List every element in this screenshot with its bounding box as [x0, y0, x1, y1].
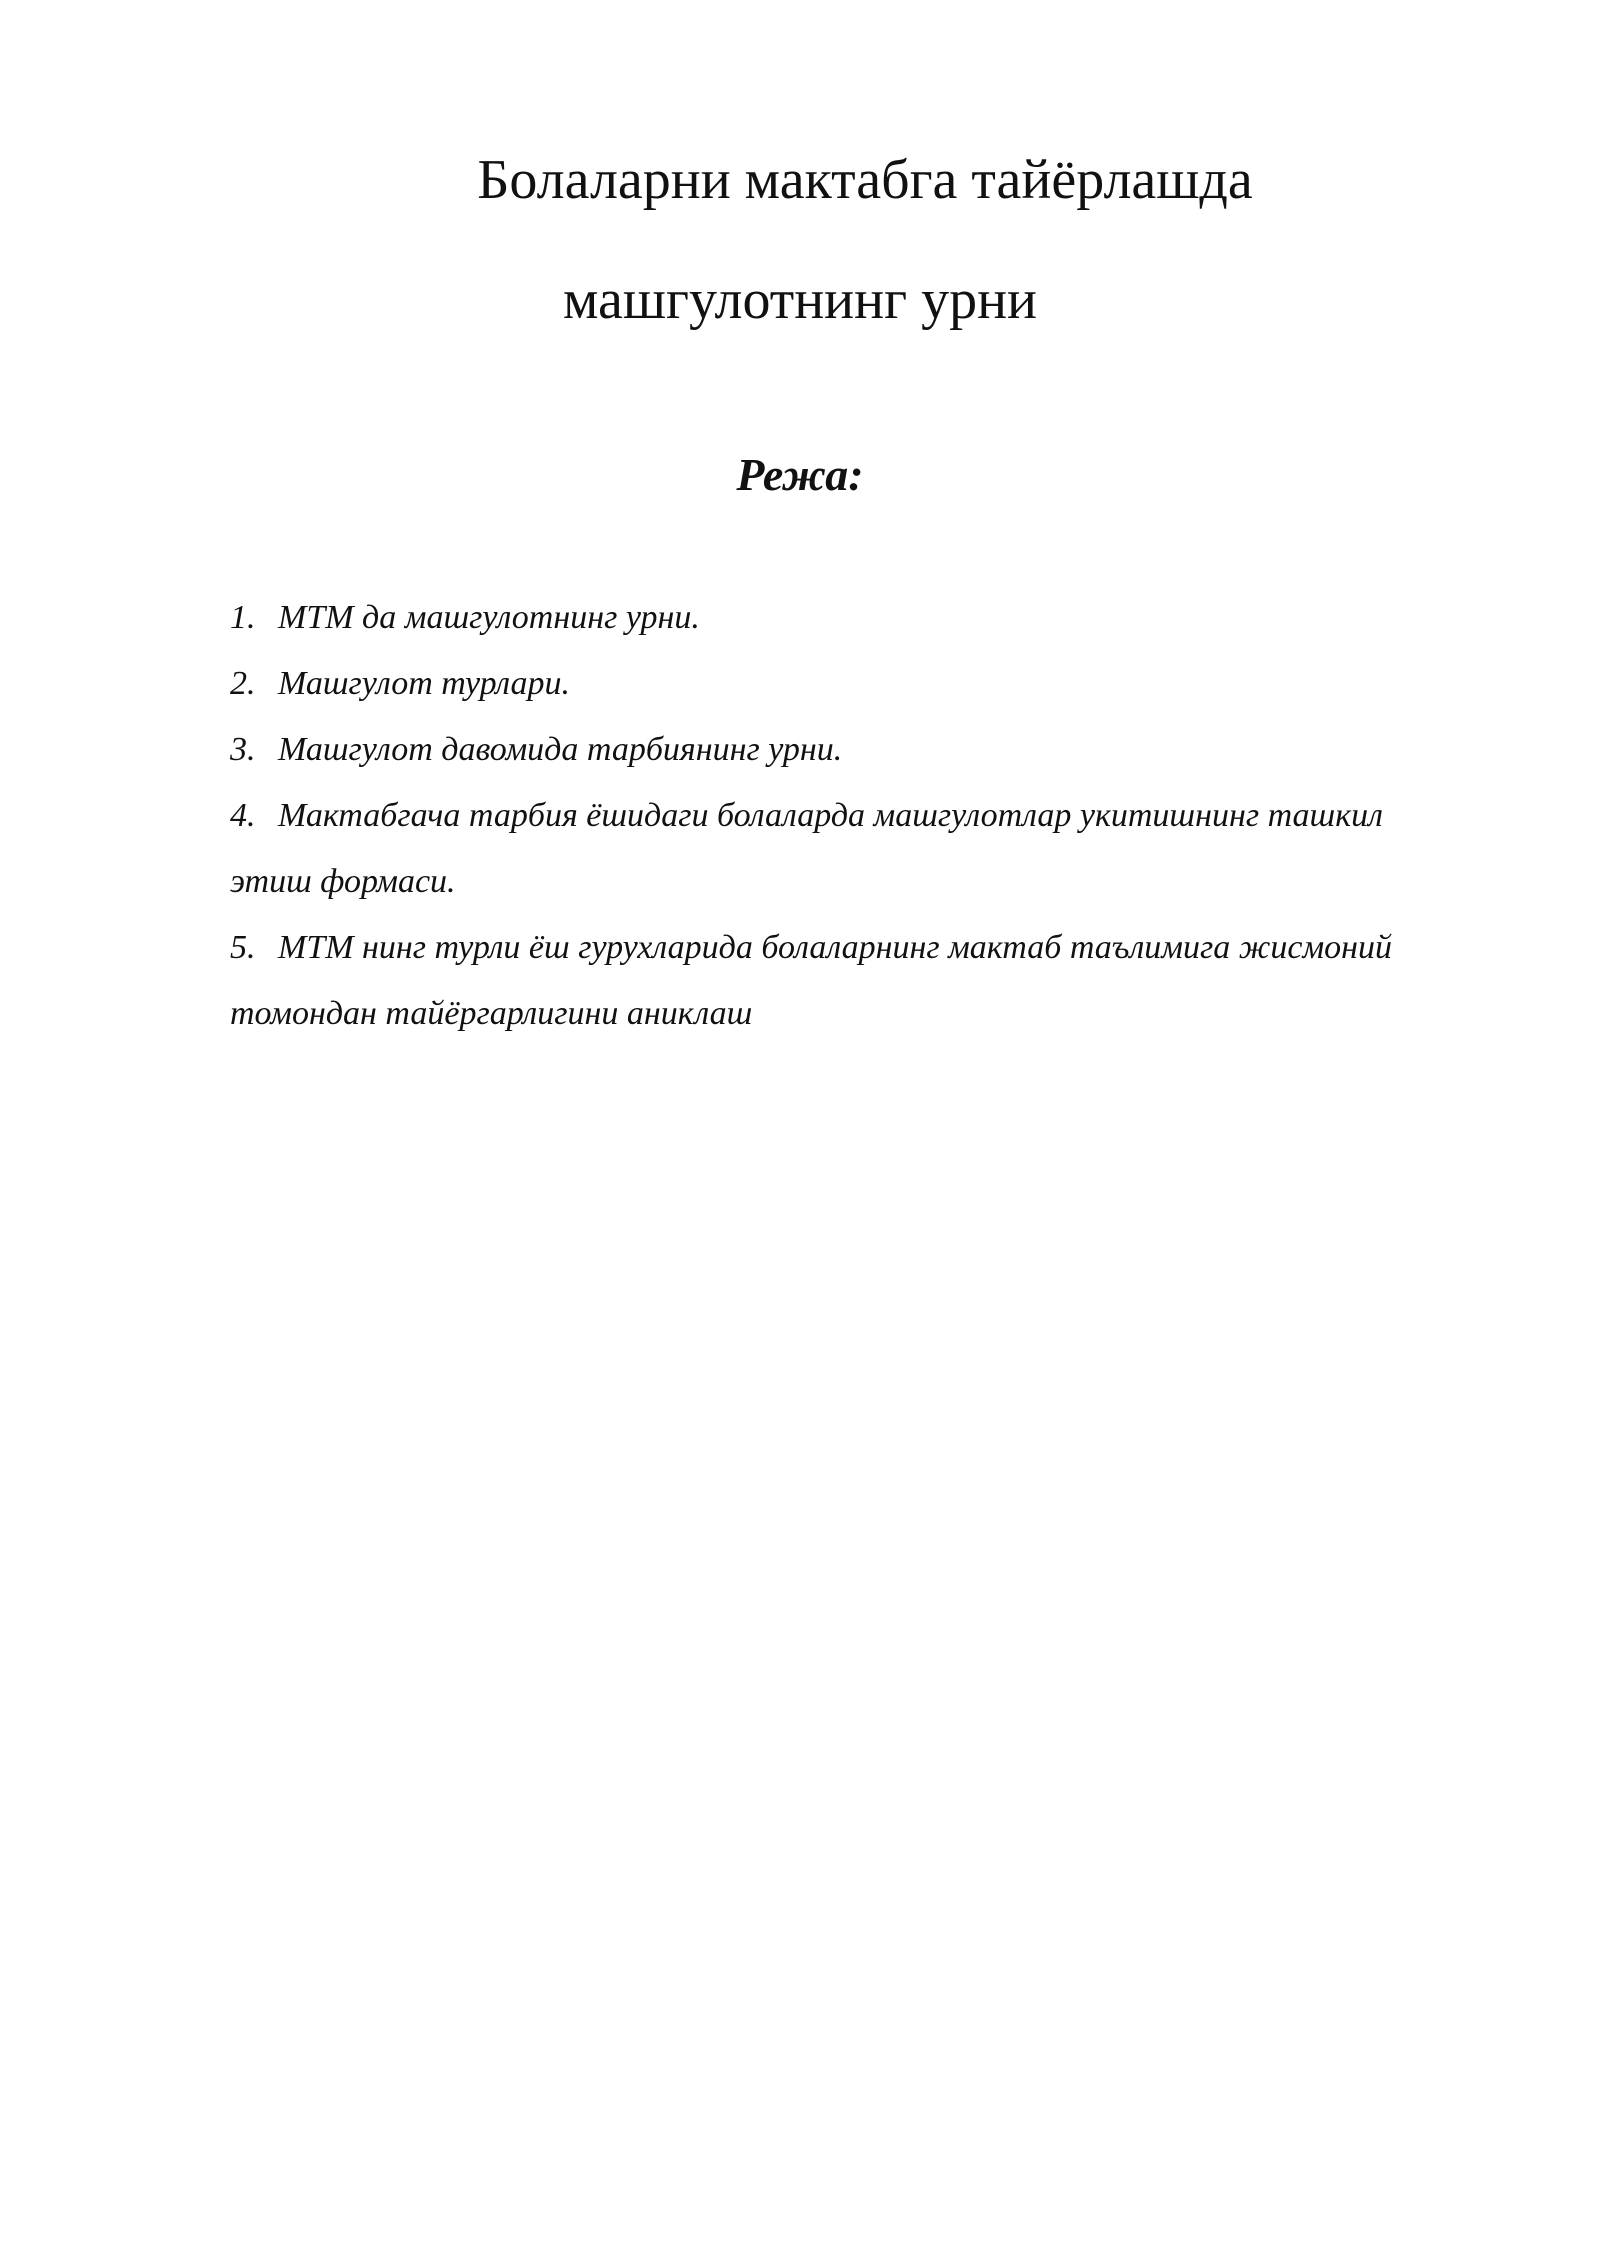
plan-item-text: МТМ да машгулотнинг урни. — [278, 599, 700, 636]
plan-item-number: 2. — [230, 665, 256, 702]
plan-item — [230, 651, 1410, 717]
plan-item — [230, 717, 1410, 783]
plan-item-number: 5. — [230, 929, 256, 966]
plan-item-text: МТМ нинг турли ёш гурухларида болаларнинг мактаб таълимига жисмоний томондан тайёргарлигини аниклаш — [230, 929, 1393, 1032]
plan-list — [230, 585, 1410, 1047]
title-line-2: машгулотнинг урни — [562, 269, 1038, 331]
plan-item-text: Мактабгача тарбия ёшидаги болаларда машгулотлар укитишнинг ташкил этиш формаси. — [230, 797, 1383, 900]
plan-item — [230, 585, 1410, 651]
plan-item-text: Машгулот давомида тарбиянинг урни. — [278, 731, 843, 768]
plan-item-number: 4. — [230, 797, 256, 834]
title-line-1: Болаларни мактабга тайёрлашда — [477, 149, 1253, 211]
plan-item — [230, 783, 1410, 915]
plan-item — [230, 915, 1410, 1047]
plan-item-text: Машгулот турлари. — [278, 665, 571, 702]
document-title — [0, 150, 1600, 330]
plan-heading: Режа: — [736, 449, 864, 500]
plan-item-number: 1. — [230, 599, 256, 636]
plan-item-number: 3. — [230, 731, 256, 768]
